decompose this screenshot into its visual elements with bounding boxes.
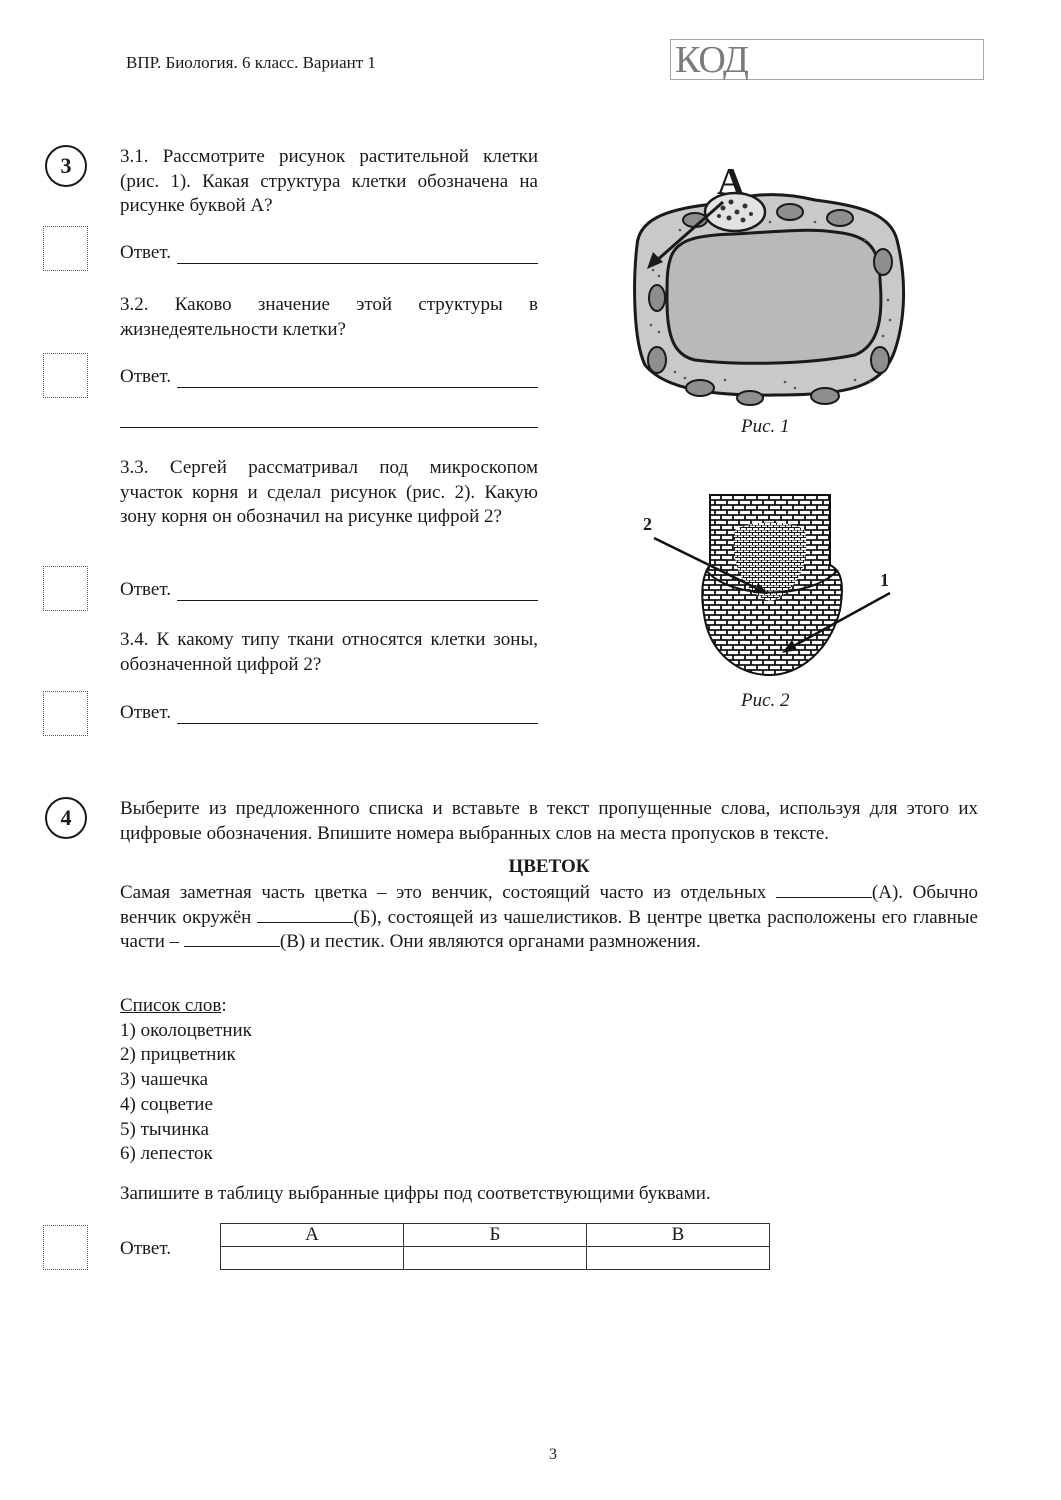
answer-cell-b[interactable] [404, 1247, 587, 1270]
vacuole [667, 230, 881, 363]
task-number-3: 3 [45, 145, 87, 187]
answer-rule [177, 245, 538, 264]
answer-table-header-a: А [221, 1224, 404, 1247]
page-number: 3 [549, 1446, 557, 1463]
word-list-item: 6) лепесток [120, 1143, 213, 1165]
answer-label: Ответ. [120, 242, 171, 263]
text-part-a: (А). [871, 882, 904, 903]
word-list-item: 4) соцветие [120, 1093, 213, 1115]
score-box-3-1[interactable] [43, 226, 88, 271]
answer-line-3-2-extra[interactable] [120, 409, 538, 428]
answer-rule [177, 705, 538, 724]
plant-cell-figure [625, 150, 915, 410]
code-label: КОД [675, 39, 748, 81]
figure1-caption: Рис. 1 [741, 416, 790, 437]
score-box-3-4[interactable] [43, 691, 88, 736]
question-3-4-text: 3.4. К какому типу ткани относятся клетки зоны, обозначенной цифрой 2? [120, 629, 538, 675]
text-part-1: Самая заметная часть цветка – это венчик, состоящий часто из отдельных [120, 882, 776, 903]
figure2-label-2: 2 [643, 514, 652, 534]
word-list [120, 994, 252, 1167]
answer-label-4: Ответ. [120, 1238, 171, 1259]
text-part-b: (Б), состоящей из чашелистиков. В центре цветка расположены его главные части – [120, 906, 978, 952]
blank-b[interactable] [257, 906, 353, 923]
question-3-2-text: 3.2. Каково значение этой структуры в жизнедеятельности клетки? [120, 294, 538, 340]
answer-line-3-3[interactable] [120, 579, 538, 601]
question-3-3-text: 3.3. Сергей рассматривал под микроскопом участок корня и сделал рисунок (рис. 2). Какую зону корня он обозначил на рисунке цифрой 2? [120, 457, 538, 527]
word-list-item: 5) тычинка [120, 1118, 209, 1140]
answer-table-value-row [221, 1247, 770, 1270]
score-box-3-2[interactable] [43, 353, 88, 398]
answer-rule [177, 582, 538, 601]
answer-label: Ответ. [120, 579, 171, 600]
text-title: ЦВЕТОК [508, 856, 590, 877]
blank-c[interactable] [184, 930, 280, 947]
task-4-instruction: Выберите из предложенного списка и вставьте в текст пропущенные слова, используя для этого их цифровые обозначения. Впишите номера выбранных слов на места пропусков в тексте. [120, 798, 978, 844]
answer-label: Ответ. [120, 366, 171, 387]
code-field[interactable] [670, 39, 984, 80]
text-part-c: (В) и пестик. Они являются органами размножения. [279, 931, 701, 952]
answer-rule [177, 369, 538, 388]
answer-line-3-4[interactable] [120, 702, 538, 724]
gap-fill-text [120, 881, 978, 955]
figure2-caption: Рис. 2 [741, 690, 790, 711]
answer-table-header-row [221, 1224, 770, 1247]
figure2-label-1: 1 [880, 570, 889, 590]
answer-table-header-c: В [587, 1224, 770, 1247]
answer-line-3-2[interactable] [120, 366, 538, 388]
answer-table-header-b: Б [404, 1224, 587, 1247]
figure1-label-a: A [717, 161, 745, 203]
word-list-item: 2) прицветник [120, 1044, 236, 1066]
task-number-4: 4 [45, 797, 87, 839]
document-header-title: ВПР. Биология. 6 класс. Вариант 1 [126, 53, 376, 72]
text-part-2: Обычно венчик окружён [120, 882, 978, 928]
question-3-1-text: 3.1. Рассмотрите рисунок растительной клетки (рис. 1). Какая структура клетки обозначена на рисунке буквой А? [120, 146, 538, 216]
blank-a[interactable] [776, 881, 872, 898]
answer-line-3-1[interactable] [120, 242, 538, 264]
word-list-item: 1) околоцветник [120, 1019, 252, 1041]
word-list-item: 3) чашечка [120, 1069, 209, 1091]
word-list-title: Список слов: [120, 995, 227, 1016]
score-box-3-3[interactable] [43, 566, 88, 611]
answer-cell-c[interactable] [587, 1247, 770, 1270]
answer-label: Ответ. [120, 702, 171, 723]
answer-cell-a[interactable] [221, 1247, 404, 1270]
table-instruction: Запишите в таблицу выбранные цифры под соответствующими буквами. [120, 1183, 711, 1204]
root-tip-figure [640, 490, 910, 680]
score-box-4[interactable] [43, 1225, 88, 1270]
answer-table [220, 1223, 770, 1270]
